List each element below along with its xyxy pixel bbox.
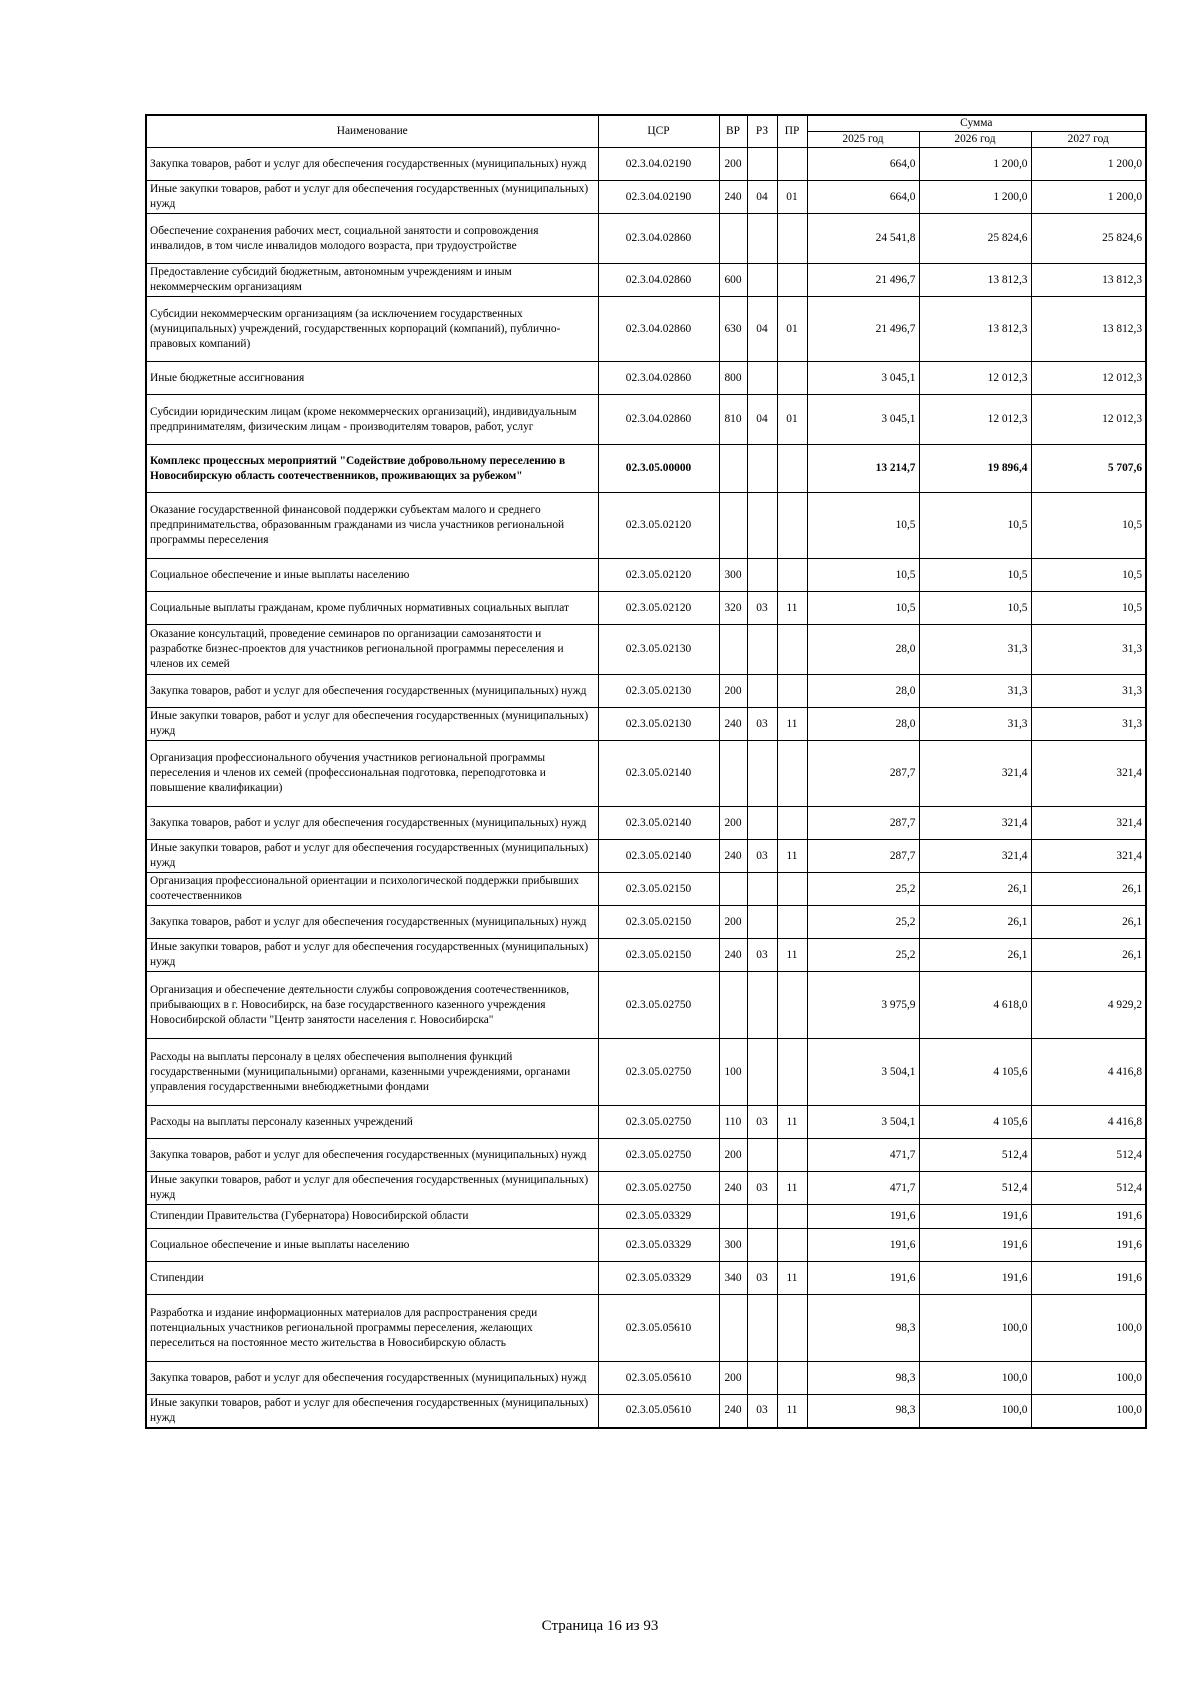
table-row xyxy=(146,1106,1146,1139)
row-name: Социальное обеспечение и иные выплаты населению xyxy=(146,1229,598,1262)
table-row xyxy=(146,972,1146,1039)
table-row xyxy=(146,264,1146,297)
row-2025: 471,7 xyxy=(807,1172,919,1205)
row-csr: 02.3.05.02150 xyxy=(598,906,719,939)
row-2026: 1 200,0 xyxy=(919,181,1031,214)
row-name: Оказание государственной финансовой поддержки субъектам малого и среднего предпринимательства, образованным гражданами из числа участников региональной программы переселения xyxy=(146,493,598,559)
row-2025: 191,6 xyxy=(807,1262,919,1295)
row-2027: 191,6 xyxy=(1031,1205,1146,1229)
row-name: Оказание консультаций, проведение семинаров по организации самозанятости и разработке бизнес-проектов для участников региональной программы переселения и членов их семей xyxy=(146,625,598,675)
row-2026: 321,4 xyxy=(919,807,1031,840)
row-pr xyxy=(777,807,807,840)
row-vr: 340 xyxy=(719,1262,747,1295)
table-row xyxy=(146,362,1146,395)
row-2027: 321,4 xyxy=(1031,840,1146,873)
row-vr xyxy=(719,972,747,1039)
row-vr: 200 xyxy=(719,148,747,181)
row-2026: 191,6 xyxy=(919,1205,1031,1229)
row-name: Разработка и издание информационных материалов для распространения среди потенциальных участников региональной программы переселения, желающих переселиться на постоянное место жительства в Новосибирскую область xyxy=(146,1295,598,1362)
row-vr xyxy=(719,214,747,264)
row-2026: 4 618,0 xyxy=(919,972,1031,1039)
row-2027: 5 707,6 xyxy=(1031,445,1146,493)
row-pr xyxy=(777,559,807,592)
table-row xyxy=(146,1039,1146,1106)
row-rz: 03 xyxy=(747,1172,777,1205)
row-csr: 02.3.05.02130 xyxy=(598,625,719,675)
header-name: Наименование xyxy=(146,115,598,148)
row-pr: 11 xyxy=(777,1172,807,1205)
row-rz xyxy=(747,559,777,592)
row-rz: 03 xyxy=(747,592,777,625)
row-pr xyxy=(777,148,807,181)
row-2026: 12 012,3 xyxy=(919,362,1031,395)
row-2027: 12 012,3 xyxy=(1031,395,1146,445)
row-csr: 02.3.05.05610 xyxy=(598,1295,719,1362)
row-csr: 02.3.04.02190 xyxy=(598,181,719,214)
row-2027: 100,0 xyxy=(1031,1395,1146,1428)
row-csr: 02.3.04.02860 xyxy=(598,264,719,297)
row-pr xyxy=(777,675,807,708)
table-row xyxy=(146,1295,1146,1362)
row-2027: 10,5 xyxy=(1031,493,1146,559)
row-vr: 300 xyxy=(719,1229,747,1262)
table-row xyxy=(146,1229,1146,1262)
row-name: Закупка товаров, работ и услуг для обеспечения государственных (муниципальных) нужд xyxy=(146,1139,598,1172)
row-rz xyxy=(747,148,777,181)
header-rz: РЗ xyxy=(747,115,777,148)
row-name: Организация профессиональной ориентации и психологической поддержки прибывших соотечественников xyxy=(146,873,598,906)
row-vr: 810 xyxy=(719,395,747,445)
row-2026: 4 105,6 xyxy=(919,1039,1031,1106)
row-2027: 13 812,3 xyxy=(1031,297,1146,362)
row-vr: 800 xyxy=(719,362,747,395)
row-name: Иные закупки товаров, работ и услуг для обеспечения государственных (муниципальных) нужд xyxy=(146,939,598,972)
row-2027: 25 824,6 xyxy=(1031,214,1146,264)
row-pr xyxy=(777,1229,807,1262)
row-pr xyxy=(777,264,807,297)
row-rz xyxy=(747,972,777,1039)
row-rz: 04 xyxy=(747,181,777,214)
table-row xyxy=(146,395,1146,445)
row-2025: 25,2 xyxy=(807,906,919,939)
header-sum: Сумма xyxy=(807,115,1146,132)
row-2025: 191,6 xyxy=(807,1205,919,1229)
row-rz: 03 xyxy=(747,1262,777,1295)
row-pr: 11 xyxy=(777,592,807,625)
row-pr: 01 xyxy=(777,297,807,362)
table-row xyxy=(146,873,1146,906)
row-name: Комплекс процессных мероприятий "Содействие добровольному переселению в Новосибирскую область соотечественников, проживающих за рубежом" xyxy=(146,445,598,493)
row-2027: 321,4 xyxy=(1031,807,1146,840)
row-name: Социальное обеспечение и иные выплаты населению xyxy=(146,559,598,592)
row-2027: 4 416,8 xyxy=(1031,1106,1146,1139)
row-2025: 3 504,1 xyxy=(807,1039,919,1106)
row-csr: 02.3.05.02750 xyxy=(598,1139,719,1172)
row-2026: 191,6 xyxy=(919,1262,1031,1295)
row-2025: 25,2 xyxy=(807,873,919,906)
row-2026: 26,1 xyxy=(919,873,1031,906)
row-2025: 471,7 xyxy=(807,1139,919,1172)
row-name: Расходы на выплаты персоналу казенных учреждений xyxy=(146,1106,598,1139)
row-vr: 100 xyxy=(719,1039,747,1106)
row-vr xyxy=(719,1205,747,1229)
table-row xyxy=(146,559,1146,592)
row-vr xyxy=(719,445,747,493)
row-name: Иные закупки товаров, работ и услуг для обеспечения государственных (муниципальных) нужд xyxy=(146,181,598,214)
row-2025: 28,0 xyxy=(807,708,919,741)
table-row xyxy=(146,741,1146,807)
row-2027: 26,1 xyxy=(1031,906,1146,939)
row-rz: 03 xyxy=(747,840,777,873)
row-rz xyxy=(747,675,777,708)
row-rz: 03 xyxy=(747,708,777,741)
header-2027: 2027 год xyxy=(1031,132,1146,148)
row-name: Иные закупки товаров, работ и услуг для обеспечения государственных (муниципальных) нужд xyxy=(146,708,598,741)
table-row xyxy=(146,148,1146,181)
row-name: Организация профессионального обучения участников региональной программы переселения и членов их семей (профессиональная подготовка, переподготовка и повышение квалификации) xyxy=(146,741,598,807)
header-2025: 2025 год xyxy=(807,132,919,148)
row-csr: 02.3.04.02860 xyxy=(598,214,719,264)
row-pr: 11 xyxy=(777,708,807,741)
row-name: Стипендии Правительства (Губернатора) Новосибирской области xyxy=(146,1205,598,1229)
row-pr xyxy=(777,873,807,906)
row-vr: 240 xyxy=(719,181,747,214)
row-pr xyxy=(777,1039,807,1106)
row-vr: 200 xyxy=(719,1362,747,1395)
row-2026: 13 812,3 xyxy=(919,297,1031,362)
row-rz xyxy=(747,906,777,939)
row-rz xyxy=(747,1139,777,1172)
row-vr: 600 xyxy=(719,264,747,297)
row-2025: 10,5 xyxy=(807,559,919,592)
row-2025: 3 975,9 xyxy=(807,972,919,1039)
row-2025: 98,3 xyxy=(807,1295,919,1362)
row-2025: 98,3 xyxy=(807,1395,919,1428)
row-rz xyxy=(747,741,777,807)
row-2026: 321,4 xyxy=(919,741,1031,807)
row-pr xyxy=(777,1205,807,1229)
row-name: Стипендии xyxy=(146,1262,598,1295)
row-csr: 02.3.05.02750 xyxy=(598,1106,719,1139)
row-pr xyxy=(777,625,807,675)
header-vr: ВР xyxy=(719,115,747,148)
row-pr: 01 xyxy=(777,395,807,445)
row-csr: 02.3.05.02130 xyxy=(598,708,719,741)
table-row xyxy=(146,708,1146,741)
budget-table xyxy=(145,114,1147,1429)
row-name: Социальные выплаты гражданам, кроме публичных нормативных социальных выплат xyxy=(146,592,598,625)
row-csr: 02.3.05.02150 xyxy=(598,939,719,972)
row-2025: 3 045,1 xyxy=(807,395,919,445)
row-2026: 191,6 xyxy=(919,1229,1031,1262)
table-row xyxy=(146,1362,1146,1395)
row-rz: 03 xyxy=(747,1106,777,1139)
row-2026: 26,1 xyxy=(919,939,1031,972)
row-2025: 664,0 xyxy=(807,148,919,181)
row-2027: 4 929,2 xyxy=(1031,972,1146,1039)
row-csr: 02.3.05.02140 xyxy=(598,807,719,840)
row-name: Закупка товаров, работ и услуг для обеспечения государственных (муниципальных) нужд xyxy=(146,807,598,840)
row-2026: 26,1 xyxy=(919,906,1031,939)
table-row xyxy=(146,493,1146,559)
row-2027: 321,4 xyxy=(1031,741,1146,807)
row-2027: 13 812,3 xyxy=(1031,264,1146,297)
row-2027: 10,5 xyxy=(1031,559,1146,592)
row-name: Закупка товаров, работ и услуг для обеспечения государственных (муниципальных) нужд xyxy=(146,1362,598,1395)
row-2027: 191,6 xyxy=(1031,1262,1146,1295)
row-pr xyxy=(777,972,807,1039)
table-row xyxy=(146,1262,1146,1295)
row-2026: 10,5 xyxy=(919,592,1031,625)
row-name: Иные закупки товаров, работ и услуг для обеспечения государственных (муниципальных) нужд xyxy=(146,840,598,873)
row-2027: 12 012,3 xyxy=(1031,362,1146,395)
row-vr: 200 xyxy=(719,675,747,708)
row-csr: 02.3.05.03329 xyxy=(598,1229,719,1262)
row-2027: 10,5 xyxy=(1031,592,1146,625)
row-2025: 28,0 xyxy=(807,675,919,708)
row-vr: 630 xyxy=(719,297,747,362)
row-vr: 240 xyxy=(719,708,747,741)
row-vr: 240 xyxy=(719,939,747,972)
row-rz: 03 xyxy=(747,939,777,972)
row-2027: 31,3 xyxy=(1031,625,1146,675)
row-rz xyxy=(747,1205,777,1229)
row-pr xyxy=(777,1139,807,1172)
row-pr: 11 xyxy=(777,1262,807,1295)
row-vr: 110 xyxy=(719,1106,747,1139)
row-name: Закупка товаров, работ и услуг для обеспечения государственных (муниципальных) нужд xyxy=(146,906,598,939)
row-rz xyxy=(747,873,777,906)
row-name: Субсидии юридическим лицам (кроме некоммерческих организаций), индивидуальным предпринимателям, физическим лицам - производителям товаров, работ, услуг xyxy=(146,395,598,445)
row-name: Иные закупки товаров, работ и услуг для обеспечения государственных (муниципальных) нужд xyxy=(146,1172,598,1205)
row-name: Закупка товаров, работ и услуг для обеспечения государственных (муниципальных) нужд xyxy=(146,148,598,181)
table-row xyxy=(146,1205,1146,1229)
row-2026: 31,3 xyxy=(919,708,1031,741)
row-vr: 300 xyxy=(719,559,747,592)
table-body xyxy=(146,148,1146,1428)
row-pr xyxy=(777,445,807,493)
row-2025: 287,7 xyxy=(807,840,919,873)
table-row xyxy=(146,214,1146,264)
table-row xyxy=(146,1172,1146,1205)
row-vr: 240 xyxy=(719,840,747,873)
row-vr xyxy=(719,493,747,559)
row-name: Обеспечение сохранения рабочих мест, социальной занятости и сопровождения инвалидов, в том числе инвалидов молодого возраста, при трудоустройстве xyxy=(146,214,598,264)
row-csr: 02.3.05.02120 xyxy=(598,559,719,592)
row-2026: 10,5 xyxy=(919,559,1031,592)
row-2027: 4 416,8 xyxy=(1031,1039,1146,1106)
row-2025: 21 496,7 xyxy=(807,297,919,362)
row-pr: 11 xyxy=(777,840,807,873)
table-row xyxy=(146,445,1146,493)
row-vr xyxy=(719,1295,747,1362)
table-header xyxy=(146,115,1146,148)
row-2027: 31,3 xyxy=(1031,708,1146,741)
table-row xyxy=(146,625,1146,675)
row-csr: 02.3.05.03329 xyxy=(598,1262,719,1295)
row-csr: 02.3.05.05610 xyxy=(598,1395,719,1428)
row-csr: 02.3.04.02860 xyxy=(598,362,719,395)
row-2026: 100,0 xyxy=(919,1395,1031,1428)
table-row xyxy=(146,807,1146,840)
row-name: Организация и обеспечение деятельности службы сопровождения соотечественников, прибывающих в г. Новосибирск, на базе государственного казенного учреждения Новосибирской области "Центр занятости населения г. Новосибирска" xyxy=(146,972,598,1039)
row-2027: 512,4 xyxy=(1031,1139,1146,1172)
row-pr xyxy=(777,741,807,807)
row-pr: 11 xyxy=(777,1395,807,1428)
row-2026: 512,4 xyxy=(919,1139,1031,1172)
row-name: Закупка товаров, работ и услуг для обеспечения государственных (муниципальных) нужд xyxy=(146,675,598,708)
row-csr: 02.3.05.03329 xyxy=(598,1205,719,1229)
row-2026: 31,3 xyxy=(919,625,1031,675)
row-rz xyxy=(747,1039,777,1106)
row-csr: 02.3.05.05610 xyxy=(598,1362,719,1395)
row-2026: 1 200,0 xyxy=(919,148,1031,181)
row-2026: 13 812,3 xyxy=(919,264,1031,297)
row-2027: 100,0 xyxy=(1031,1362,1146,1395)
row-pr xyxy=(777,214,807,264)
row-2025: 287,7 xyxy=(807,807,919,840)
row-csr: 02.3.05.02130 xyxy=(598,675,719,708)
row-vr: 320 xyxy=(719,592,747,625)
row-2025: 98,3 xyxy=(807,1362,919,1395)
row-csr: 02.3.04.02190 xyxy=(598,148,719,181)
row-2026: 19 896,4 xyxy=(919,445,1031,493)
row-2025: 13 214,7 xyxy=(807,445,919,493)
table-row xyxy=(146,297,1146,362)
row-csr: 02.3.04.02860 xyxy=(598,395,719,445)
row-rz xyxy=(747,1295,777,1362)
row-2026: 25 824,6 xyxy=(919,214,1031,264)
row-vr: 240 xyxy=(719,1395,747,1428)
row-pr: 01 xyxy=(777,181,807,214)
row-vr xyxy=(719,625,747,675)
row-rz xyxy=(747,264,777,297)
row-rz: 04 xyxy=(747,297,777,362)
row-2026: 31,3 xyxy=(919,675,1031,708)
row-rz: 03 xyxy=(747,1395,777,1428)
header-2026: 2026 год xyxy=(919,132,1031,148)
row-rz: 04 xyxy=(747,395,777,445)
table-row xyxy=(146,675,1146,708)
table-row xyxy=(146,939,1146,972)
row-csr: 02.3.05.02750 xyxy=(598,1172,719,1205)
table-row xyxy=(146,906,1146,939)
row-2027: 191,6 xyxy=(1031,1229,1146,1262)
row-2025: 287,7 xyxy=(807,741,919,807)
row-2027: 31,3 xyxy=(1031,675,1146,708)
row-2025: 10,5 xyxy=(807,493,919,559)
row-2025: 21 496,7 xyxy=(807,264,919,297)
row-rz xyxy=(747,493,777,559)
row-rz xyxy=(747,445,777,493)
row-rz xyxy=(747,1362,777,1395)
row-pr xyxy=(777,1295,807,1362)
row-pr: 11 xyxy=(777,1106,807,1139)
row-2026: 100,0 xyxy=(919,1362,1031,1395)
row-2025: 664,0 xyxy=(807,181,919,214)
row-pr xyxy=(777,906,807,939)
row-2025: 3 045,1 xyxy=(807,362,919,395)
page-number: Страница 16 из 93 xyxy=(541,1618,659,1634)
table-row xyxy=(146,1139,1146,1172)
row-csr: 02.3.05.02140 xyxy=(598,840,719,873)
row-csr: 02.3.05.02750 xyxy=(598,1039,719,1106)
row-name: Расходы на выплаты персоналу в целях обеспечения выполнения функций государственными (муниципальными) органами, казенными учреждениями, органами управления государственными внебюджетными фондами xyxy=(146,1039,598,1106)
row-vr: 200 xyxy=(719,807,747,840)
row-2026: 321,4 xyxy=(919,840,1031,873)
row-2027: 512,4 xyxy=(1031,1172,1146,1205)
row-vr xyxy=(719,873,747,906)
row-name: Предоставление субсидий бюджетным, автономным учреждениям и иным некоммерческим организациям xyxy=(146,264,598,297)
row-pr: 11 xyxy=(777,939,807,972)
row-vr xyxy=(719,741,747,807)
row-2026: 12 012,3 xyxy=(919,395,1031,445)
row-vr: 200 xyxy=(719,1139,747,1172)
row-pr xyxy=(777,1362,807,1395)
row-2025: 28,0 xyxy=(807,625,919,675)
table-row xyxy=(146,181,1146,214)
row-2026: 512,4 xyxy=(919,1172,1031,1205)
row-pr xyxy=(777,362,807,395)
row-csr: 02.3.05.00000 xyxy=(598,445,719,493)
table-row xyxy=(146,592,1146,625)
row-rz xyxy=(747,214,777,264)
row-vr: 240 xyxy=(719,1172,747,1205)
table-row xyxy=(146,1395,1146,1428)
header-csr: ЦСР xyxy=(598,115,719,148)
row-rz xyxy=(747,807,777,840)
row-vr: 200 xyxy=(719,906,747,939)
row-2027: 26,1 xyxy=(1031,873,1146,906)
row-2026: 10,5 xyxy=(919,493,1031,559)
row-csr: 02.3.04.02860 xyxy=(598,297,719,362)
header-pr: ПР xyxy=(777,115,807,148)
table-row xyxy=(146,840,1146,873)
row-name: Иные бюджетные ассигнования xyxy=(146,362,598,395)
row-name: Иные закупки товаров, работ и услуг для обеспечения государственных (муниципальных) нужд xyxy=(146,1395,598,1428)
row-rz xyxy=(747,1229,777,1262)
row-2025: 25,2 xyxy=(807,939,919,972)
row-csr: 02.3.05.02120 xyxy=(598,493,719,559)
row-csr: 02.3.05.02150 xyxy=(598,873,719,906)
row-2027: 100,0 xyxy=(1031,1295,1146,1362)
row-rz xyxy=(747,625,777,675)
row-2025: 191,6 xyxy=(807,1229,919,1262)
row-csr: 02.3.05.02140 xyxy=(598,741,719,807)
row-csr: 02.3.05.02120 xyxy=(598,592,719,625)
row-2025: 3 504,1 xyxy=(807,1106,919,1139)
row-rz xyxy=(747,362,777,395)
row-2025: 24 541,8 xyxy=(807,214,919,264)
row-2027: 1 200,0 xyxy=(1031,148,1146,181)
row-2026: 100,0 xyxy=(919,1295,1031,1362)
row-2027: 1 200,0 xyxy=(1031,181,1146,214)
row-name: Субсидии некоммерческим организациям (за исключением государственных (муниципальных) учреждений, государственных корпораций (компаний), публично-правовых компаний) xyxy=(146,297,598,362)
row-2027: 26,1 xyxy=(1031,939,1146,972)
row-csr: 02.3.05.02750 xyxy=(598,972,719,1039)
row-2026: 4 105,6 xyxy=(919,1106,1031,1139)
row-pr xyxy=(777,493,807,559)
row-2025: 10,5 xyxy=(807,592,919,625)
